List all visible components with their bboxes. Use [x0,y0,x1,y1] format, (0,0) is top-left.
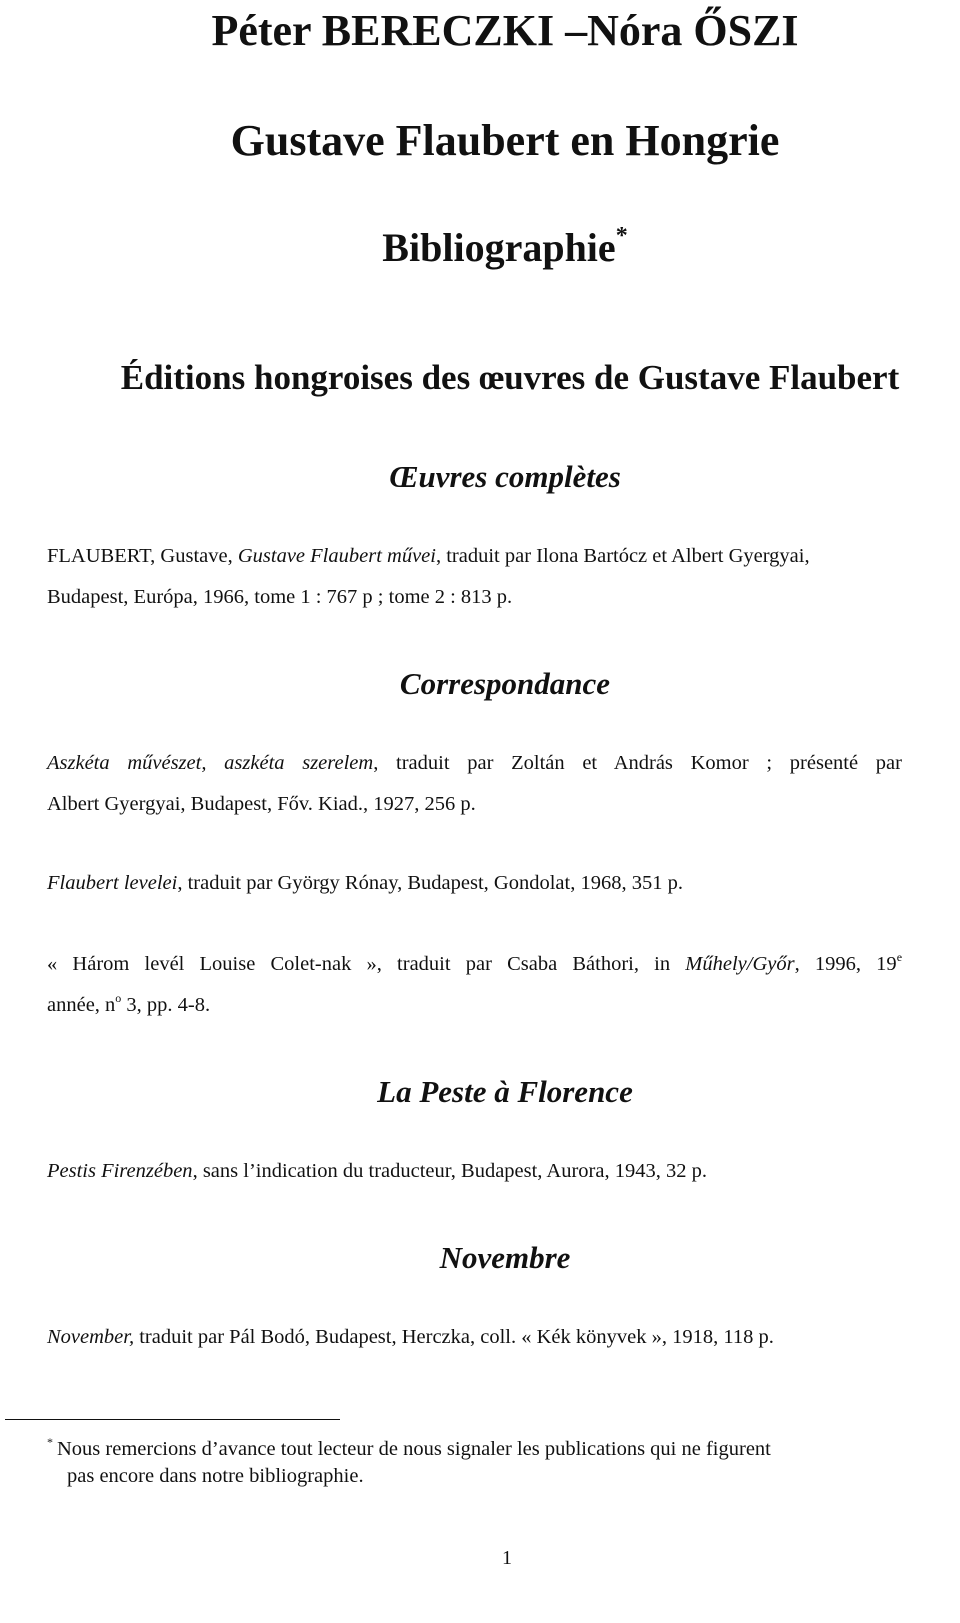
bibliography-entry [47,1151,902,1192]
entry-text: année, n [47,994,116,1016]
editions-heading: Éditions hongroises des œuvres de Gustave Flaubert [120,358,900,397]
bibliography-entry [47,944,902,1026]
entry-text: 3, pp. 4-8. [121,994,211,1016]
document-title: Gustave Flaubert en Hongrie [230,116,780,165]
entry-text: , traduit par György Rónay, Budapest, Gondolat, 1968, 351 p. [177,872,683,894]
bibliography-entry [47,743,902,825]
entry-line [47,1151,902,1192]
entry-line [47,944,902,985]
entry-text: , traduit par Ilona Bartócz et Albert Gyergyai, [435,545,810,567]
footnote-mark: * [47,1435,53,1449]
authors-heading: Péter BERECZKI –Nóra ŐSZI [211,6,799,55]
entry-text: « Három levél Louise Colet-nak », traduit par Csaba Báthori, in [47,953,686,975]
bibliography-heading [0,222,960,274]
entry-text: , traduit par Zoltán et András Komor ; présenté par [373,752,902,774]
bibliography-entry [47,536,902,618]
entry-line [47,536,902,577]
entry-title: November, [47,1326,135,1348]
superscript: e [896,950,903,964]
entry-title: Flaubert levelei [47,872,178,894]
bibliography-label: Bibliographie [382,225,616,270]
footnote-line [47,1436,927,1463]
section-heading-oeuvres-completes: Œuvres complètes [389,459,621,494]
bibliography-entry [47,863,902,904]
footnote-line: pas encore dans notre bibliographie. [67,1465,364,1487]
footnote [47,1436,927,1490]
entry-line [47,985,902,1026]
entry-line: Albert Gyergyai, Budapest, Főv. Kiad., 1927, 256 p. [47,793,476,815]
entry-title: Gustave Flaubert művei [237,545,436,567]
section-heading-novembre: Novembre [439,1240,571,1275]
footnote-text: Nous remercions d’avance tout lecteur de nous signaler les publications qui ne figurent [57,1438,771,1460]
entry-text: traduit par Pál Bodó, Budapest, Herczka, coll. « Kék könyvek », 1918, 118 p. [134,1326,774,1348]
page-number: 1 [502,1547,512,1569]
entry-line: Budapest, Európa, 1966, tome 1 : 767 p ; tome 2 : 813 p. [47,586,513,608]
entry-text: , 1996, 19 [794,953,897,975]
section-heading-correspondance: Correspondance [399,666,611,701]
entry-title: Pestis Firenzében [47,1160,193,1182]
superscript: o [115,991,122,1005]
entry-line [47,1317,902,1358]
bibliography-entry [47,1317,902,1358]
entry-text: , sans l’indication du traducteur, Budapest, Aurora, 1943, 32 p. [192,1160,707,1182]
entry-title: Műhely/Győr [685,953,795,975]
footnote-separator [5,1419,340,1420]
entry-line [47,863,902,904]
footnote-reference-mark: * [615,223,628,249]
entry-text: FLAUBERT, Gustave, [47,545,238,567]
entry-title: Aszkéta művészet, aszkéta szerelem [47,752,374,774]
section-heading-la-peste-a-florence: La Peste à Florence [377,1074,633,1109]
entry-line [47,743,902,784]
